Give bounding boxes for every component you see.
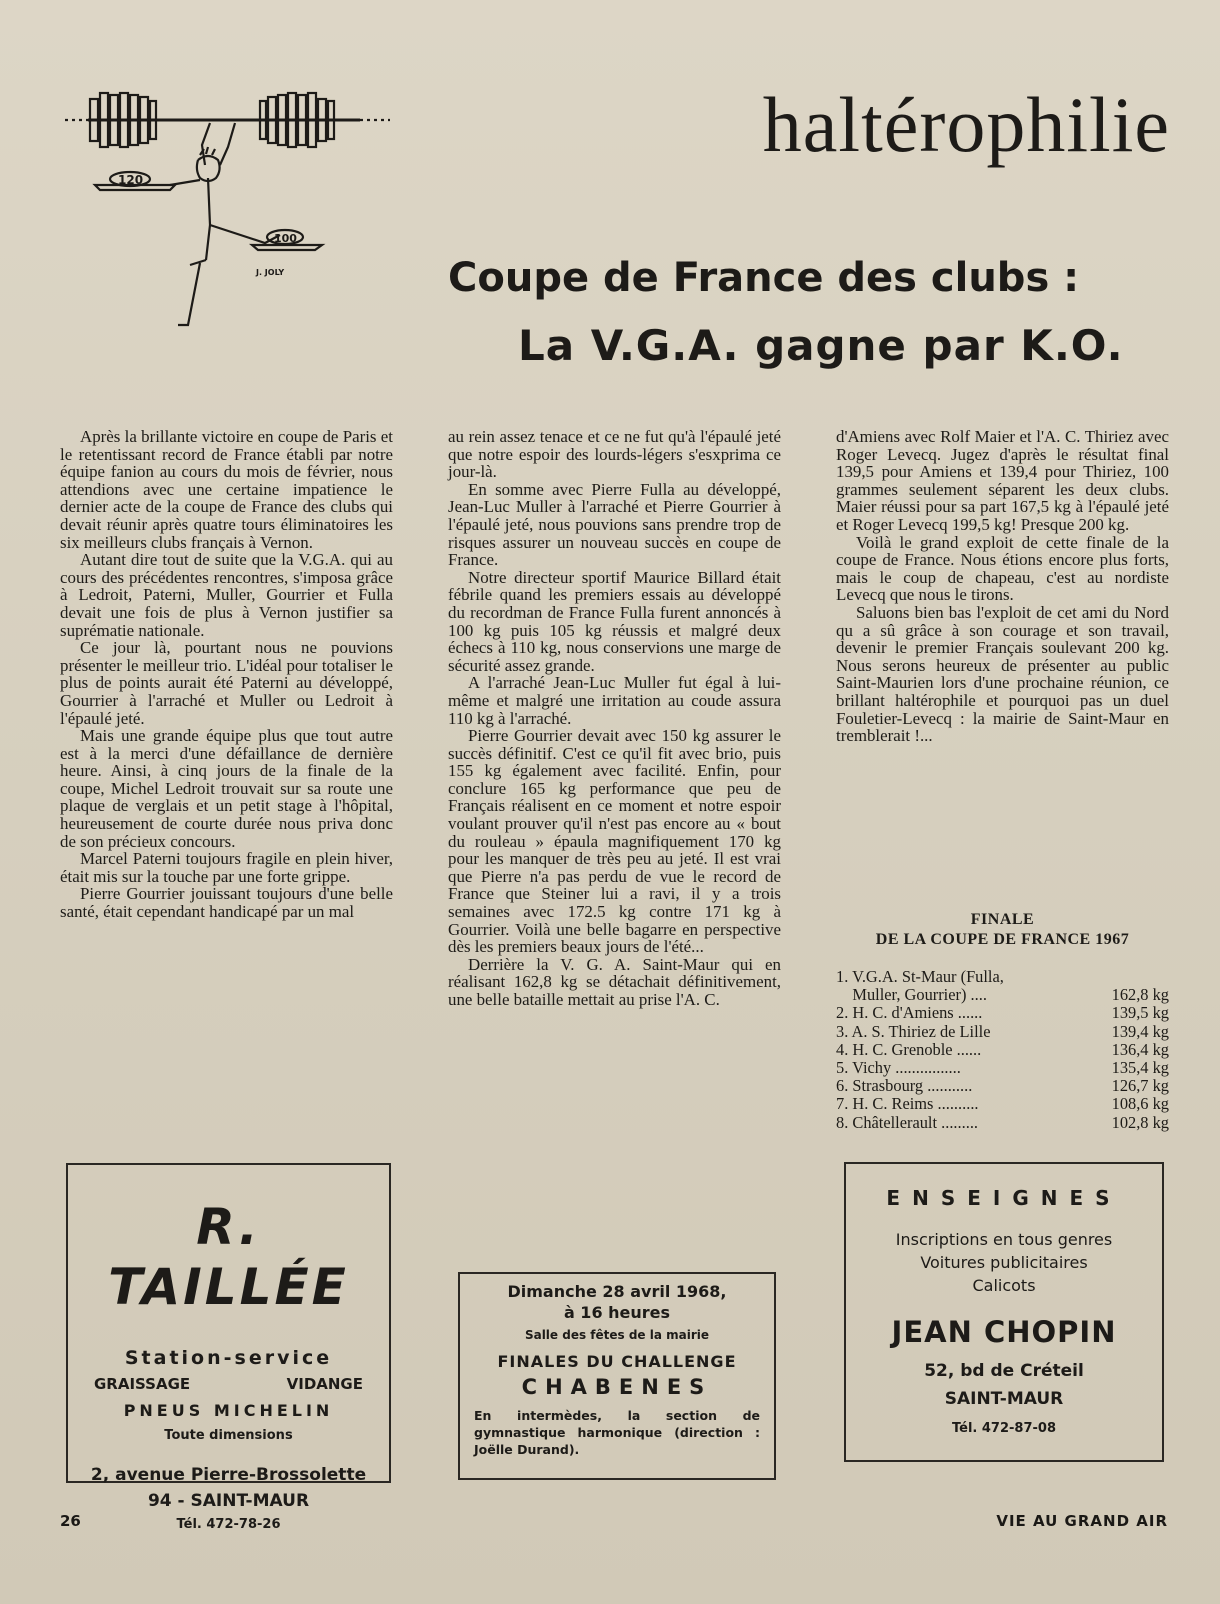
club-score: 162,8 kg (1111, 985, 1169, 1005)
paragraph: Autant dire tout de suite que la V.G.A. qui au cours des précédentes rencontres, s'imposa grâce à Ledroit, Paterni, Muller, Gourrier et Fulla devait une fois de plus à Vernon justifier sa suprématie nationale. (60, 550, 393, 640)
article-column-3 (836, 428, 1169, 745)
ad-address: 52, bd de Créteil (924, 1361, 1084, 1381)
ad-services (846, 1228, 1162, 1297)
results-subtitle: DE LA COUPE DE FRANCE 1967 (875, 931, 1130, 948)
ad-line: Station-service (124, 1347, 333, 1369)
results-title: FINALE (970, 911, 1035, 928)
ad-brand: R. TAILLÉE (108, 1198, 349, 1316)
club-name: 1. V.G.A. St-Maur (Fulla, (836, 968, 1004, 986)
club-name: 2. H. C. d'Amiens ...... (836, 1004, 983, 1023)
page-number: 26 (60, 1512, 81, 1530)
paragraph: au rein assez tenace et ce ne fut qu'à l'épaulé jeté que notre espoir des lourds-légers s'esxprima ce jour-là. (448, 427, 781, 482)
club-score: 136,4 kg (1111, 1039, 1169, 1059)
club-name: 7. H. C. Reims .......... (836, 1095, 979, 1114)
ad-line: VIDANGE (286, 1375, 363, 1393)
results-table (836, 910, 1169, 1132)
plate-label-right: 100 (274, 232, 297, 245)
results-row (836, 1095, 1169, 1113)
ad-line: GRAISSAGE (94, 1375, 191, 1393)
paragraph: Ce jour là, pourtant nous ne pouvions présenter le meilleur trio. L'idéal pour totaliser le plus de points aurait été Paterni au développé, Gourrier à l'arraché et Muller ou Ledroit à l'épaulé jeté. (60, 638, 393, 728)
results-row (836, 1114, 1169, 1132)
ad-address: 2, avenue Pierre-Brossolette (90, 1465, 367, 1485)
ad-line: Voitures publicitaires (920, 1253, 1088, 1272)
club-name: 3. A. S. Thiriez de Lille (836, 1022, 991, 1041)
results-row (836, 968, 1169, 986)
club-score: 102,8 kg (1111, 1112, 1169, 1132)
ad-line: PNEUS MICHELIN (123, 1401, 334, 1420)
club-score: 139,4 kg (1111, 1021, 1169, 1041)
results-row (836, 1023, 1169, 1041)
ad-title: ENSEIGNES (886, 1186, 1122, 1210)
advertisement-taillee (66, 1163, 391, 1532)
plate-label-left: 120 (118, 173, 144, 187)
results-row (836, 1004, 1169, 1022)
paragraph: En somme avec Pierre Fulla au développé, Jean-Luc Muller à l'arraché et Pierre Gourrier à l'épaulé jeté, nous pouvions sans prendre trop de risques assurer un nouveau succès en coupe de France. (448, 479, 781, 570)
event-name: CHABENES (521, 1375, 713, 1399)
paragraph: Saluons bien bas l'exploit de cet ami du Nord qu a sû grâce à son courage et son travail, devenir le premier Français soulevant 200 kg. Nous serons heureux de présenter au public Saint-Maurien lors d'une prochaine réunion, ce brillant haltérophile et pourquoi pas un duel Fouletier-Levecq : la mairie de Saint-Maur en tremblerait !... (836, 602, 1169, 746)
advertisement-chopin (844, 1162, 1164, 1462)
paragraph: Mais une grande équipe plus que tout autre est à la merci d'une défaillance de dernière heure. Ainsi, à cinq jours de la finale de la coupe, Michel Ledroit trouvait sur sa route une plaque de verglais et un petit stage à l'hôpital, heureusement de courte durée nous priva donc de son précieux concours. (60, 726, 393, 851)
article-column-1 (60, 428, 393, 921)
club-name: 8. Châtellerault ......... (836, 1113, 979, 1132)
results-row (836, 1041, 1169, 1059)
club-score: 108,6 kg (1111, 1094, 1169, 1114)
event-date: Dimanche 28 avril 1968, (507, 1282, 727, 1301)
headline-line-2: La V.G.A. gagne par K.O. (518, 321, 1124, 370)
results-row (836, 1077, 1169, 1095)
ad-line: Toute dimensions (164, 1428, 293, 1443)
advertisement-challenge (458, 1272, 776, 1480)
ad-line: Calicots (972, 1276, 1036, 1295)
club-name: Muller, Gourrier) .... (836, 986, 987, 1005)
club-name: 5. Vichy ................ (836, 1059, 961, 1078)
event-place: Salle des fêtes de la mairie (524, 1328, 710, 1342)
magazine-name: VIE AU GRAND AIR (996, 1512, 1168, 1530)
paragraph: Marcel Paterni toujours fragile en plein hiver, était mis sur la touche par une forte grippe. (60, 849, 393, 886)
paragraph: Derrière la V. G. A. Saint-Maur qui en réalisant 162,8 kg se détachait définitivement, une belle bataille mettait au prise l'A. C. (448, 954, 781, 1009)
ad-phone: Tél. 472-87-08 (952, 1421, 1056, 1436)
paragraph: Notre directeur sportif Maurice Billard était fébrile quand les premiers essais au développé du recordman de France Fulla furent annoncés à 100 kg puis 105 kg réussis et malgré deux échecs à 110 kg, nous conservions une marge de sécurité assez grande. (448, 567, 781, 675)
paragraph: Après la brillante victoire en coupe de Paris et le retentissant record de France établi par notre équipe fanion au cours du mois de février, nous attendions avec une certaine impatience le dernier acte de la coupe de France des clubs qui devait réunir après quatre tours éliminatoires les six meilleurs clubs français à Vernon. (60, 427, 393, 552)
weightlifter-illustration (60, 85, 405, 335)
paragraph: Pierre Gourrier jouissant toujours d'une belle santé, était cependant handicapé par un mal (60, 884, 393, 922)
ad-services-row (68, 1375, 389, 1393)
article-column-2 (448, 428, 781, 1009)
ad-line: Inscriptions en tous genres (895, 1230, 1113, 1249)
section-title: haltérophilie (762, 81, 1170, 168)
club-score: 139,5 kg (1111, 1003, 1169, 1023)
results-row (836, 986, 1169, 1004)
club-name: 4. H. C. Grenoble ...... (836, 1040, 982, 1059)
club-score: 126,7 kg (1111, 1076, 1169, 1096)
ad-city: SAINT-MAUR (944, 1389, 1064, 1409)
paragraph: Pierre Gourrier devait avec 150 kg assurer le succès définitif. C'est ce qu'il fit avec brio, puis 155 kg également avec facilité. Enfin, pour conclure 165 kg performance que peu de Français réalisent en ce moment et notre espoir voulant prouver qu'il n'est pas encore au « bout du rouleau » épaula magnifiquement 170 kg pour les manquer de très peu au jeté. Il est vrai que Pierre n'a pas perdu de vue le record de France que Steiner lui a ravi, il y a trois semaines avec 172.5 kg contre 171 kg à Gourrier. Voilà une belle bagarre en perspective dès les premiers beaux jours de l'été... (448, 726, 781, 957)
club-score: 135,4 kg (1111, 1058, 1169, 1078)
results-row (836, 1059, 1169, 1077)
headline-line-1: Coupe de France des clubs : (448, 255, 1080, 301)
ad-phone: Tél. 472-78-26 (176, 1517, 281, 1532)
paragraph: d'Amiens avec Rolf Maier et l'A. C. Thiriez avec Roger Levecq. Jugez d'après le résultat final 139,5 pour Amiens et 139,4 pour Thiriez, 100 grammes seulement séparent les deux clubs. Maier réussi pour sa part 167,5 kg à l'épaulé jeté et Roger Levecq 199,5 kg! Presque 200 kg. (836, 427, 1169, 534)
ad-brand: JEAN CHOPIN (891, 1315, 1117, 1349)
paragraph: Voilà le grand exploit de cette finale de la coupe de France. Nous étions encore plus forts, mais le coup de chapeau, c'est au nordiste Levecq que nous le tirons. (836, 532, 1169, 605)
paragraph: A l'arraché Jean-Luc Muller fut égal à lui-même et malgré une irritation au coude assura 110 kg à l'arraché. (448, 673, 781, 728)
event-time: à 16 heures (563, 1303, 671, 1322)
artist-signature: J. JOLY (256, 268, 285, 277)
club-name: 6. Strasbourg ........... (836, 1077, 973, 1096)
ad-city: 94 - SAINT-MAUR (147, 1491, 310, 1511)
results-list (836, 968, 1169, 1132)
event-note: En intermèdes, la section de gymnastique harmonique (direction : Joëlle Durand). (474, 1408, 760, 1457)
event-title: FINALES DU CHALLENGE (497, 1352, 737, 1371)
